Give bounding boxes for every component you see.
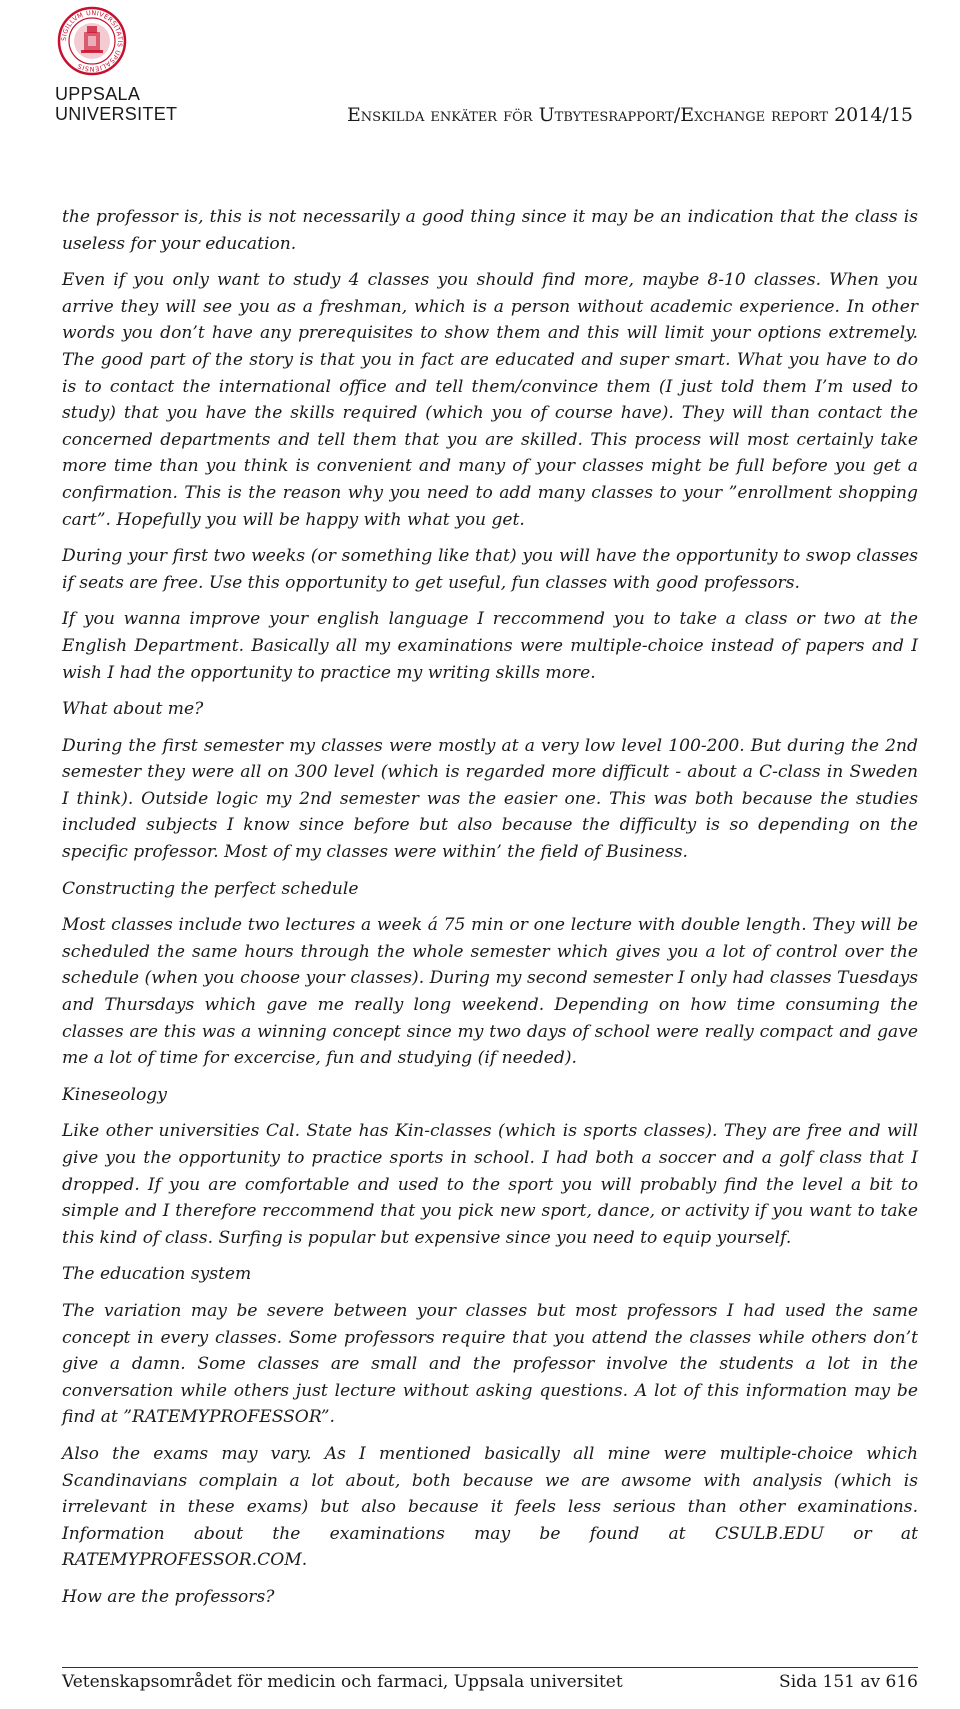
footer-divider: [62, 1667, 918, 1668]
university-name-line1: UPPSALA: [55, 84, 141, 104]
paragraph: Most classes include two lectures a week á 75 min or one lecture with double length. They will be scheduled the same hours through the whole semester which gives you a lot of control over the schedule (when you choose your classes). During my second semester I only had classes Tuesdays and Thursdays which gave me really long weekend. Depending on how time consuming the classes are this was a winning concept since my two days of school were really compact and gave me a lot of time for excercise, fun and studying (if needed).: [62, 915, 918, 1069]
university-logo: [55, 6, 178, 124]
section-heading: Constructing the perfect schedule: [62, 878, 359, 899]
paragraph: If you wanna improve your english language I reccommend you to take a class or two at the English Department. Basically all my examinations were multiple-choice instead of papers and I wish I had the opportunity to practice my writing skills more.: [62, 609, 918, 683]
report-title: Enskilda enkäter för Utbytesrapport/Exchange report 2014/15: [346, 104, 913, 126]
section-heading: What about me?: [62, 699, 204, 720]
paragraph: the professor is, this is not necessarily a good thing since it may be an indication that the class is useless for your education.: [62, 207, 918, 254]
section-heading: Kineseology: [62, 1084, 167, 1105]
paragraph: Like other universities Cal. State has Kin-classes (which is sports classes). They are free and will give you the opportunity to practice sports in school. I had both a soccer and a golf class that I dropped. If you are comfortable and used to the sport you will probably find the level a bit to simple and I therefore reccommend that you pick new sport, dance, or activity if you want to take this kind of class. Surfing is popular but expensive since you need to equip yourself.: [62, 1121, 918, 1248]
section-heading: How are the professors?: [62, 1586, 275, 1607]
section-heading: The education system: [62, 1264, 252, 1285]
footer-faculty: Vetenskapsområdet för medicin och farmaci, Uppsala universitet: [62, 1672, 623, 1692]
university-seal-icon: [57, 6, 127, 76]
paragraph: During your first two weeks (or something like that) you will have the opportunity to swop classes if seats are free. Use this opportunity to get useful, fun classes with good professors.: [62, 546, 918, 593]
university-name-line2: UNIVERSITET: [55, 104, 178, 124]
paragraph: Also the exams may vary. As I mentioned basically all mine were multiple-choice which Scandinavians complain a lot about, both because we are awsome with analysis (which is irrelevant in these exams) but also because it feels less serious than other examinations. Information about the examinations may be found at CSULB.EDU or at RATEMYPROFESSOR.COM.: [62, 1443, 918, 1571]
page-number: Sida 151 av 616: [779, 1672, 918, 1692]
document-body: [62, 204, 918, 1621]
paragraph: The variation may be severe between your classes but most professors I had used the same concept in every classes. Some professors require that you attend the classes while others don’t give a damn. Some classes are small and the professor involve the students a lot in the conversation while others just lecture without asking questions. A lot of this information may be find at ”RATEMYPROFESSOR”.: [62, 1300, 918, 1428]
seal-text: SIGILLVM UNIVERSITATIS UPSALIENSIS: [59, 8, 125, 74]
page-header: [0, 0, 960, 140]
paragraph: Even if you only want to study 4 classes you should find more, maybe 8-10 classes. When you arrive they will see you as a freshman, which is a person without academic experience. In other words you don’t have any prerequisites to show them and this will limit your options extremely. The good part of the story is that you in fact are educated and super smart. What you have to do is to contact the international office and tell them/convince them (I just told them I’m used to study) that you have the skills required (which you of course have). They will than contact the concerned departments and tell them that you are skilled. This process will most certainly take more time than you think is convenient and many of your classes might be full before you get a confirmation. This is the reason why you need to add many classes to your ”enrollment shopping cart”. Hopefully you will be happy with what you get.: [62, 270, 918, 530]
university-name: [55, 84, 178, 124]
paragraph: During the first semester my classes were mostly at a very low level 100-200. But during the 2nd semester they were all on 300 level (which is regarded more difficult - about a C-class in Sweden I think). Outside logic my 2nd semester was the easier one. This was both because the studies included subjects I know since before but also because the difficulty is so depending on the specific professor. Most of my classes were within’ the field of Business.: [62, 735, 918, 863]
